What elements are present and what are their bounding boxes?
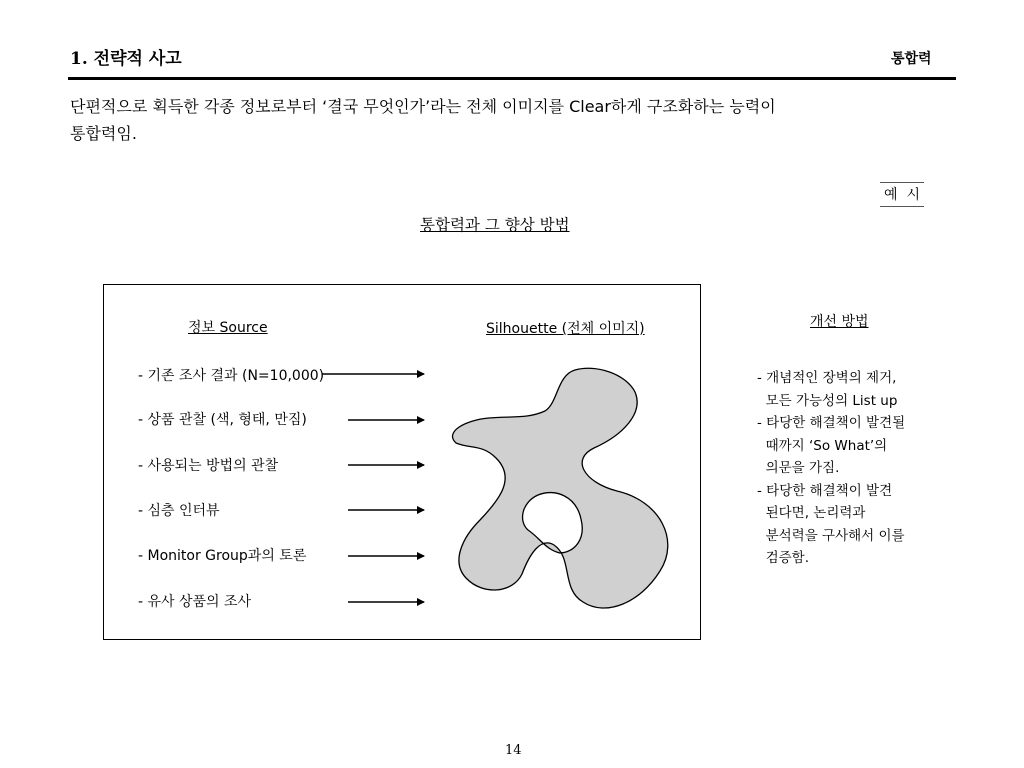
improvement-line: - 개념적인 장벽의 제거,	[757, 370, 897, 386]
improvement-line: 의문을 가짐.	[757, 460, 840, 476]
source-item: - 기존 조사 결과 (N=10,000)	[138, 368, 325, 384]
silhouette-shape	[453, 368, 668, 608]
intro-line-1: 단편적으로 획득한 각종 정보로부터 ‘결국 무엇인가’라는 전체 이미지를 Clear하게 구조화하는 능력이	[70, 97, 776, 116]
silhouette-header: Silhouette (전체 이미지)	[486, 321, 645, 337]
section-number: 1.	[70, 49, 88, 69]
source-item: - 유사 상품의 조사	[138, 594, 252, 610]
improvement-header: 개선 방법	[810, 314, 869, 330]
section-title: 전략적 사고	[93, 49, 182, 69]
improvement-line: 검증함.	[757, 550, 809, 566]
source-item: - 상품 관찰 (색, 형태, 만짐)	[138, 412, 307, 428]
source-item: - Monitor Group과의 토론	[138, 548, 307, 564]
improvement-line: 때까지 ‘So What’의	[757, 437, 888, 454]
improvement-list	[757, 367, 905, 570]
diagram-subtitle: 통합력과 그 향상 방법	[420, 216, 570, 234]
improvement-line: - 타당한 해결책이 발견	[757, 482, 893, 499]
source-item: - 심층 인터뷰	[138, 503, 220, 519]
source-header: 정보 Source	[188, 320, 268, 336]
improvement-line: 된다면, 논리력과	[757, 505, 866, 521]
section-label: 통합력	[891, 51, 932, 67]
improvement-line: 모든 가능성의 List up	[757, 392, 898, 409]
source-item: - 사용되는 방법의 관찰	[138, 458, 279, 474]
example-label: 예 시	[880, 182, 924, 207]
intro-line-2: 통합력임.	[70, 124, 137, 143]
improvement-line: 분석력을 구사해서 이를	[757, 527, 905, 544]
improvement-line: - 타당한 해결책이 발견될	[757, 415, 906, 431]
page-number: 14	[505, 743, 522, 758]
